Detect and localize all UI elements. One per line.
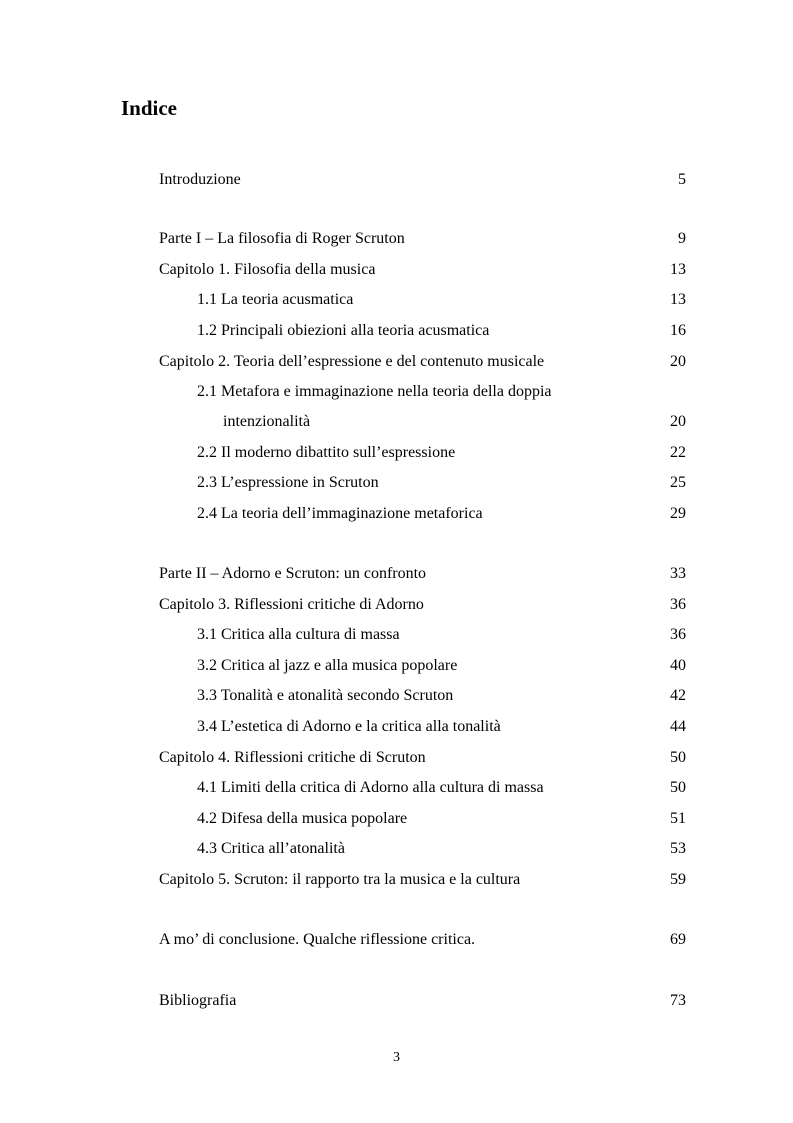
toc-entry-label: 1.1 La teoria acusmatica xyxy=(197,291,354,308)
toc-entry-3-4[interactable] xyxy=(159,715,686,739)
toc-entry-label: 1.2 Principali obiezioni alla teoria acusmatica xyxy=(197,322,490,339)
toc-entry-page: 36 xyxy=(670,626,686,643)
toc-entry-label: Capitolo 3. Riflessioni critiche di Adorno xyxy=(159,596,424,613)
toc-entry-page: 29 xyxy=(670,505,686,522)
toc-entry-parte-2[interactable] xyxy=(159,562,686,586)
toc-entry-label: 4.3 Critica all’atonalità xyxy=(197,840,345,857)
toc-entry-label: Introduzione xyxy=(159,171,241,188)
toc-entry-page: 20 xyxy=(670,413,686,430)
toc-entry-capitolo-4[interactable] xyxy=(159,746,686,770)
toc-entry-label: Capitolo 4. Riflessioni critiche di Scruton xyxy=(159,749,426,766)
toc-entry-page: 40 xyxy=(670,657,686,674)
toc-entry-page: 50 xyxy=(670,749,686,766)
toc-entry-conclusione[interactable] xyxy=(159,928,686,952)
toc-entry-label: Bibliografia xyxy=(159,992,237,1009)
toc-entry-capitolo-5[interactable] xyxy=(159,868,686,892)
toc-entry-page: 53 xyxy=(670,840,686,857)
toc-entry-3-2[interactable] xyxy=(159,654,686,678)
toc-entry-capitolo-1[interactable] xyxy=(159,258,686,282)
toc-entry-page: 50 xyxy=(670,779,686,796)
toc-entry-3-1[interactable] xyxy=(159,623,686,647)
toc-entry-2-2[interactable] xyxy=(159,441,686,465)
toc-entry-label: 2.4 La teoria dell’immaginazione metaforica xyxy=(197,505,483,522)
toc-entry-label: A mo’ di conclusione. Qualche riflessione critica. xyxy=(159,931,476,948)
toc-entry-page: 16 xyxy=(670,322,686,339)
toc-entry-page: 9 xyxy=(678,230,686,247)
toc-entry-capitolo-2[interactable] xyxy=(159,350,686,374)
toc-entry-label: Capitolo 5. Scruton: il rapporto tra la musica e la cultura xyxy=(159,871,521,888)
toc-entry-3-3[interactable] xyxy=(159,684,686,708)
toc-entry-page: 73 xyxy=(670,992,686,1009)
toc-entry-page: 13 xyxy=(670,261,686,278)
toc-entry-label: 3.3 Tonalità e atonalità secondo Scruton xyxy=(197,687,454,704)
toc-entry-label: 2.3 L’espressione in Scruton xyxy=(197,474,379,491)
toc-entry-2-1-continued[interactable] xyxy=(159,410,686,434)
page-number: 3 xyxy=(393,1050,400,1065)
toc-entry-label: 3.2 Critica al jazz e alla musica popolare xyxy=(197,657,458,674)
toc-entry-1-2[interactable] xyxy=(159,319,686,343)
toc-entry-label: Capitolo 2. Teoria dell’espressione e del contenuto musicale xyxy=(159,353,545,370)
toc-entry-label: Capitolo 1. Filosofia della musica xyxy=(159,261,376,278)
toc-entry-page: 13 xyxy=(670,291,686,308)
toc-entry-capitolo-3[interactable] xyxy=(159,593,686,617)
toc-entry-label: 4.1 Limiti della critica di Adorno alla cultura di massa xyxy=(197,779,544,796)
toc-entry-label: intenzionalità xyxy=(223,413,311,430)
toc-entry-label: 4.2 Difesa della musica popolare xyxy=(197,810,408,827)
page-title: Indice xyxy=(121,96,178,120)
toc-entry-page: 69 xyxy=(670,931,686,948)
toc-entry-label: 2.2 Il moderno dibattito sull’espressione xyxy=(197,444,456,461)
toc-entry-2-1[interactable] xyxy=(159,380,686,404)
toc-entry-label: 3.4 L’estetica di Adorno e la critica alla tonalità xyxy=(197,718,501,735)
toc-entry-4-3[interactable] xyxy=(159,837,686,861)
toc-entry-page: 51 xyxy=(670,810,686,827)
toc-entry-4-1[interactable] xyxy=(159,776,686,800)
toc-entry-introduzione[interactable] xyxy=(159,168,686,192)
toc-entry-page: 42 xyxy=(670,687,686,704)
toc-entry-page: 33 xyxy=(670,565,686,582)
toc-entry-page: 44 xyxy=(670,718,686,735)
toc-entry-page: 25 xyxy=(670,474,686,491)
toc-entry-page: 20 xyxy=(670,353,686,370)
toc-entry-label: 2.1 Metafora e immaginazione nella teoria della doppia xyxy=(197,383,552,400)
toc-entry-parte-1[interactable] xyxy=(159,227,686,251)
toc-entry-2-3[interactable] xyxy=(159,471,686,495)
toc-entry-page: 5 xyxy=(678,171,686,188)
toc-entry-label: 3.1 Critica alla cultura di massa xyxy=(197,626,400,643)
toc-entry-label: Parte I – La filosofia di Roger Scruton xyxy=(159,230,405,247)
toc-entry-page: 59 xyxy=(670,871,686,888)
toc-entry-bibliografia[interactable] xyxy=(159,989,686,1013)
toc-entry-2-4[interactable] xyxy=(159,502,686,526)
toc-entry-1-1[interactable] xyxy=(159,288,686,312)
toc-entry-label: Parte II – Adorno e Scruton: un confronto xyxy=(159,565,427,582)
toc-entry-4-2[interactable] xyxy=(159,807,686,831)
toc-entry-page: 22 xyxy=(670,444,686,461)
toc-entry-page: 36 xyxy=(670,596,686,613)
